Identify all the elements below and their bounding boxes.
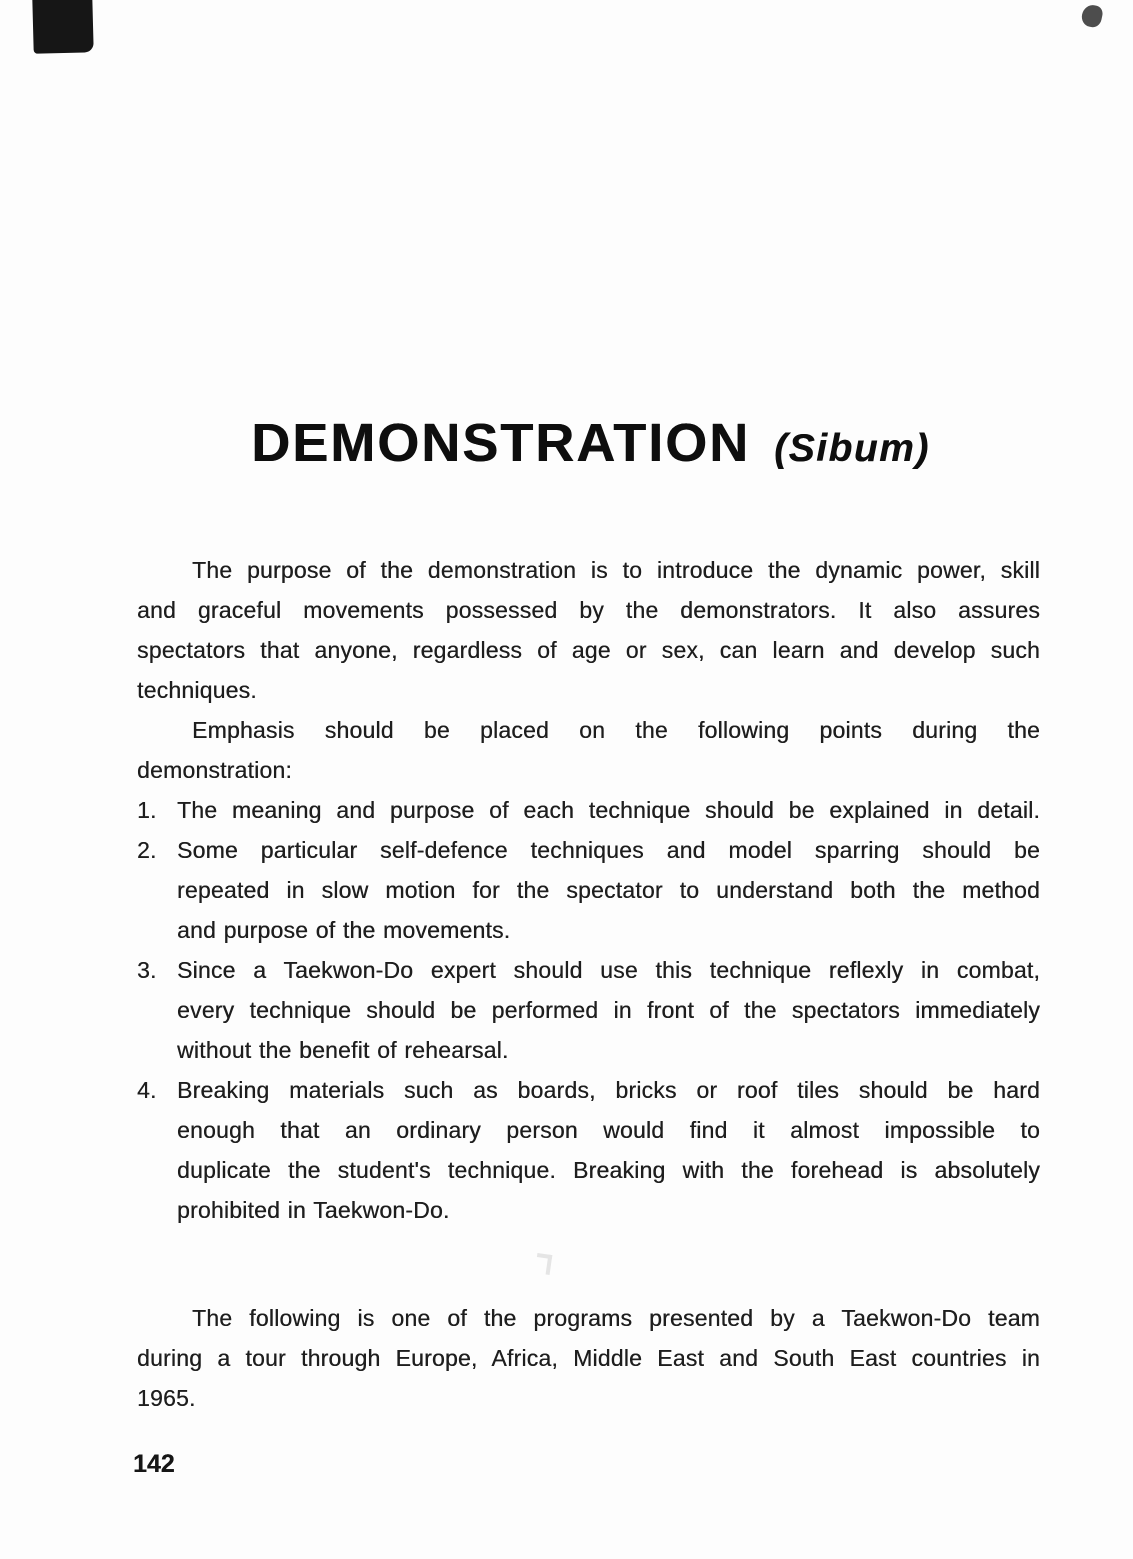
text-line: 1965.	[137, 1385, 196, 1411]
text-line: repeated in slow motion for the spectator to understand both the method	[177, 877, 1040, 903]
scan-artifact-top-right	[1080, 3, 1104, 29]
list-item	[137, 790, 1040, 830]
scan-artifact-top-left	[32, 0, 93, 54]
text-line: Breaking materials such as boards, bricks or roof tiles should be hard	[177, 1077, 1040, 1103]
scan-smudge-center	[535, 1253, 553, 1275]
text-line: and graceful movements possessed by the demonstrators. It also assures	[137, 597, 1040, 623]
page-title	[0, 412, 1133, 474]
text-line: The following is one of the programs presented by a Taekwon-Do team	[192, 1305, 1040, 1331]
text-line: The purpose of the demonstration is to introduce the dynamic power, skill	[192, 557, 1040, 583]
text-line: The meaning and purpose of each technique should be explained in detail.	[177, 797, 1040, 823]
list-item	[137, 1070, 1040, 1110]
text-line: spectators that anyone, regardless of age or sex, can learn and develop such	[137, 637, 1040, 663]
text-line: enough that an ordinary person would find it almost impossible to	[177, 1117, 1040, 1143]
body-column	[137, 550, 1040, 1230]
list-item-number: 3.	[137, 957, 157, 983]
closing-paragraph	[137, 1298, 1040, 1418]
text-line: demonstration:	[137, 757, 292, 783]
page-number: 142	[133, 1450, 175, 1478]
text-line: every technique should be performed in front of the spectators immediately	[177, 997, 1040, 1023]
text-line: techniques.	[137, 677, 257, 703]
page-title-subtitle: (Sibum)	[774, 427, 930, 470]
text-line: without the benefit of rehearsal.	[177, 1037, 509, 1063]
page-title-main: DEMONSTRATION	[251, 413, 751, 473]
list-item-number: 4.	[137, 1077, 157, 1103]
text-line: Since a Taekwon-Do expert should use this technique reflexly in combat,	[177, 957, 1040, 983]
text-line: duplicate the student's technique. Breaking with the forehead is absolutely	[177, 1157, 1040, 1183]
text-line: and purpose of the movements.	[177, 917, 511, 943]
text-line: Emphasis should be placed on the following points during the	[192, 717, 1040, 743]
list-item-number: 1.	[137, 797, 157, 823]
text-line: during a tour through Europe, Africa, Middle East and South East countries in	[137, 1345, 1040, 1371]
list-item	[137, 830, 1040, 870]
list-item	[137, 950, 1040, 990]
text-line: Some particular self-defence techniques and model sparring should be	[177, 837, 1040, 863]
list-item-number: 2.	[137, 837, 157, 863]
text-line: prohibited in Taekwon-Do.	[177, 1197, 450, 1223]
